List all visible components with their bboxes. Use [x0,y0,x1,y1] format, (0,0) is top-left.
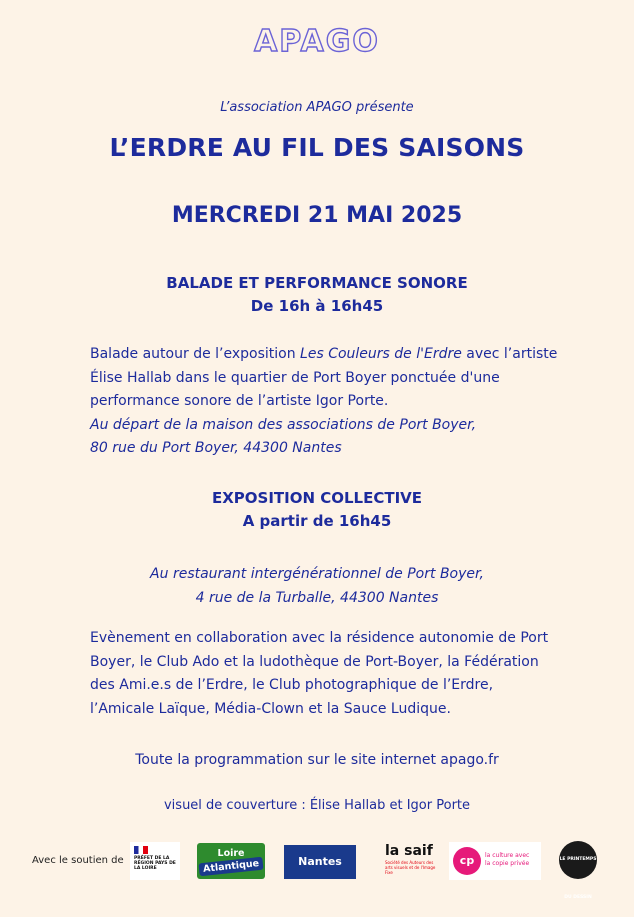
collaboration-paragraph: Evènement en collaboration avec la résidence autonomie de Port Boyer, le Club Ado et la ludothèque de Port-Boyer, la Fédération des Ami.e.s de l’Erdre, le Club photographique de l’Erdre, l’Amicale Laïque, Média-Clown et la Sauce Ludique. [90,630,549,717]
saif-logo-text: la saif [385,843,433,859]
copie-privee-text [485,852,529,868]
prefet-logo [130,842,180,880]
ville-de-nantes-logo: Nantes [284,845,356,879]
event-title: L’ERDRE AU FIL DES SAISONS [109,133,525,162]
printemps-du-dessin-logo: LE PRINTEMPS DU DESSIN [559,841,597,879]
section-expo-time: A partir de 16h45 [242,512,392,530]
loire-logo-line2: Atlantique [198,857,263,877]
expo-address-line2: 4 rue de la Turballe, 44300 Nantes [195,589,439,606]
programme-line: Toute la programmation sur le site internet apago.fr [135,752,499,768]
section-expo-title: EXPOSITION COLLECTIVE [211,489,423,507]
section-expo-address [0,563,634,610]
copie-line1: la culture avec [485,852,530,859]
walk-address-line1: Au départ de la maison des associations de Port Boyer, [90,416,477,433]
copie-privee-mark: cp [453,847,481,875]
copie-privee-logo [449,842,541,880]
expo-address-line1: Au restaurant intergénérationnel de Port Boyer, [150,566,484,582]
section-walk-description [90,343,560,461]
copie-line2: la copie privée [485,860,530,867]
saif-subtitle: Société des Auteurs des arts visuels et de l'Image Fixe [385,860,436,875]
flag-mark [134,846,148,854]
walk-exhibition-name: Les Couleurs de l'Erdre [300,346,462,362]
support-label: Avec le soutien de [32,855,124,866]
apago-logo: APAGO [254,24,380,59]
section-walk-heading [0,272,634,318]
presents-line: L’association APAGO présente [220,100,414,115]
walk-text-after: avec l’artiste Élise Hallab dans le quartier de Port Boyer ponctuée d'une performance sonore de l’artiste Igor Porte. [90,346,558,409]
walk-text-before: Balade autour de l’exposition [90,346,301,362]
saif-logo [385,842,441,880]
section-walk-title: BALADE ET PERFORMANCE SONORE [166,274,468,292]
loire-atlantique-logo [197,843,265,879]
section-expo-heading [0,487,634,533]
cover-credit: visuel de couverture : Élise Hallab et Igor Porte [163,798,471,813]
loire-logo-line1: Loire [217,848,245,859]
section-walk-time: De 16h à 16h45 [250,297,384,315]
prefet-text: PRÉFET DE LA RÉGION PAYS DE LA LOIRE [134,856,176,871]
event-date: MERCREDI 21 MAI 2025 [171,203,463,228]
walk-address-line2: 80 rue du Port Boyer, 44300 Nantes [90,440,342,456]
